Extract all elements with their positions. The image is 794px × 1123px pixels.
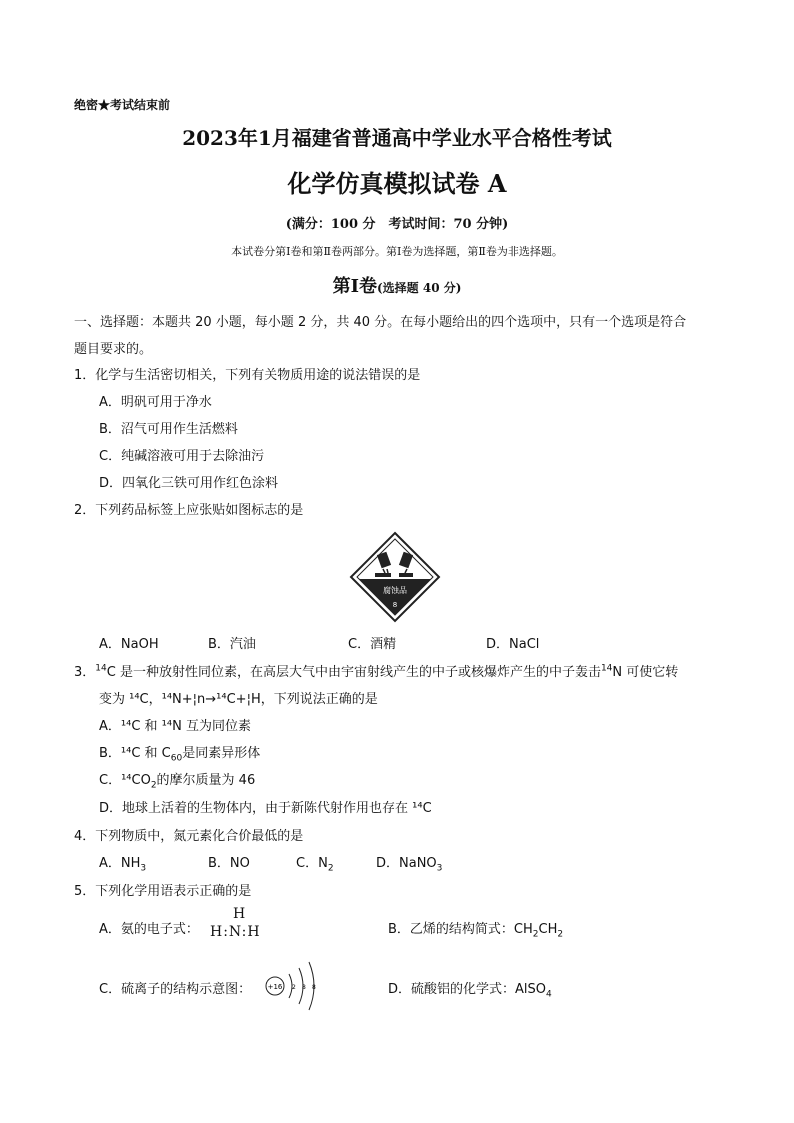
text: 的摩尔质量为 46 xyxy=(156,773,256,788)
q3-stem-text: C 是一种放射性同位素，在高层大气中由宇宙射线产生的中子或核爆炸产生的中子轰击 xyxy=(106,665,601,680)
instructions-line-1: 一、选择题：本题共 20 小题，每小题 2 分，共 40 分。在每小题给出的四个选项中，只有一个选项是符合 xyxy=(74,315,687,330)
instructions-line-2: 题目要求的。 xyxy=(74,342,153,357)
q5-option-a: A．氨的电子式： xyxy=(99,922,199,937)
exam-subtitle: 化学仿真模拟试卷 A xyxy=(287,169,507,198)
subscript: 2 xyxy=(150,780,157,791)
q1-option-d: D．四氧化三铁可用作红色涂料 xyxy=(99,476,279,491)
q5-option-b xyxy=(388,918,563,940)
q3-option-a: A．¹⁴C 和 ¹⁴N 互为同位素 xyxy=(99,719,251,734)
section-heading xyxy=(0,272,794,298)
text: B．¹⁴C 和 C xyxy=(99,746,171,761)
q3-stem-text: N 可使它转 xyxy=(612,665,679,680)
section-title: 第Ⅰ卷 xyxy=(332,276,377,297)
q2-option-d: D．NaCl xyxy=(486,637,540,652)
shell-2-electrons: 8 xyxy=(302,984,306,991)
q1-option-b: B．沼气可用作生活燃料 xyxy=(99,422,238,437)
subscript: 2 xyxy=(327,863,334,874)
q4-option-d xyxy=(376,852,442,874)
text: B．乙烯的结构简式：CH xyxy=(388,922,533,937)
q1-option-a: A．明矾可用于净水 xyxy=(99,395,212,410)
q3-stem-line-2: 变为 ¹⁴C，¹⁴N+¦n→¹⁴C+¦H，下列说法正确的是 xyxy=(99,692,378,707)
q5-option-d xyxy=(388,978,552,1000)
q4-stem: 4．下列物质中，氮元素化合价最低的是 xyxy=(74,829,304,844)
q5-stem: 5．下列化学用语表示正确的是 xyxy=(74,884,252,899)
sulfide-ion-structure-diagram xyxy=(263,958,323,1014)
q5-option-c: C．硫离子的结构示意图： xyxy=(99,982,252,997)
subscript: 3 xyxy=(436,863,443,874)
q3-option-c xyxy=(99,769,255,791)
mass-number: 14 xyxy=(600,663,613,674)
text: D．硫酸铝的化学式：AlSO xyxy=(388,982,546,997)
shell-3-electrons: 8 xyxy=(312,984,316,991)
shell-1-electrons: 2 xyxy=(292,984,296,991)
text: C．¹⁴CO xyxy=(99,773,151,788)
subscript: 3 xyxy=(140,863,147,874)
section-subtitle: (选择题 40 分) xyxy=(377,281,462,295)
subscript: 60 xyxy=(170,753,183,764)
q1-option-c: C．纯碱溶液可用于去除油污 xyxy=(99,449,265,464)
q2-stem: 2．下列药品标签上应张贴如图标志的是 xyxy=(74,503,304,518)
q3-number: 3． xyxy=(74,665,96,680)
ammonia-lewis-structure xyxy=(210,906,270,946)
q4-option-a xyxy=(99,852,146,874)
q2-option-c: C．酒精 xyxy=(348,637,397,652)
q3-option-b xyxy=(99,742,260,764)
text: C．N xyxy=(296,856,328,871)
mass-number: 14 xyxy=(95,663,107,674)
sign-class-number: 8 xyxy=(392,601,398,609)
q4-option-c xyxy=(296,852,334,874)
text: CH xyxy=(538,922,558,937)
score-time-line: (满分：100 分 考试时间：70 分钟) xyxy=(285,217,509,232)
exam-title: 2023年1月福建省普通高中学业水平合格性考试 xyxy=(182,126,612,150)
nucleus-charge: +16 xyxy=(267,983,283,991)
q3-stem-line-1 xyxy=(74,661,678,680)
text: 是同素异形体 xyxy=(182,746,261,761)
sign-label: 腐蚀品 xyxy=(383,586,407,595)
lewis-top-h: H xyxy=(233,906,246,922)
exam-note: 本试卷分第Ⅰ卷和第Ⅱ卷两部分。第Ⅰ卷为选择题，第Ⅱ卷为非选择题。 xyxy=(231,245,563,258)
subscript: 2 xyxy=(532,929,539,940)
lewis-main-row: H:N:H xyxy=(210,924,261,940)
text: A．NH xyxy=(99,856,141,871)
subscript: 4 xyxy=(546,989,552,1000)
q2-option-b: B．汽油 xyxy=(208,637,256,652)
confidential-label: 绝密★考试结束前 xyxy=(74,98,171,112)
q4-option-b: B．NO xyxy=(208,856,250,871)
q2-option-a: A．NaOH xyxy=(99,637,159,652)
q1-stem: 1．化学与生活密切相关，下列有关物质用途的说法错误的是 xyxy=(74,368,421,383)
subscript: 2 xyxy=(557,929,564,940)
q3-option-d: D．地球上活着的生物体内，由于新陈代射作用也存在 ¹⁴C xyxy=(99,801,432,816)
corrosive-hazard-sign xyxy=(349,531,441,623)
text: D．NaNO xyxy=(376,856,437,871)
